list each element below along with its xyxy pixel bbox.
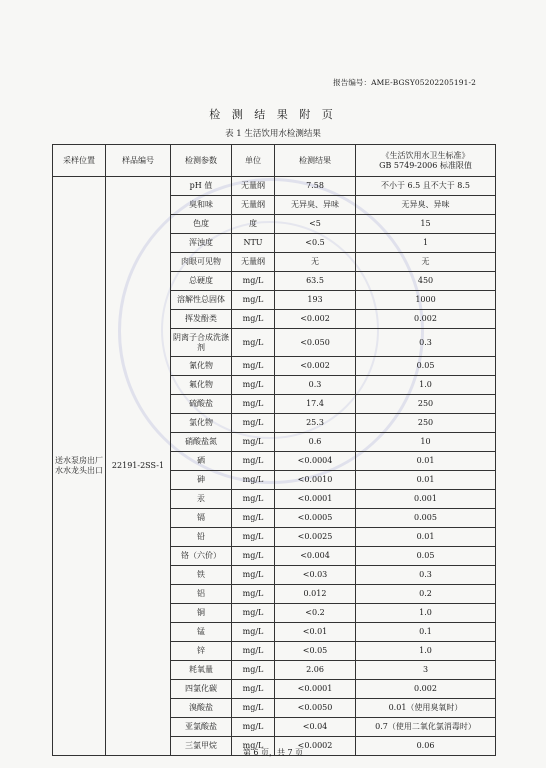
- result-cell: <0.05: [275, 642, 356, 661]
- parameter-cell: 氰化物: [171, 357, 232, 376]
- parameter-cell: 硫酸盐: [171, 395, 232, 414]
- result-cell: <0.04: [275, 718, 356, 737]
- unit-cell: mg/L: [232, 490, 275, 509]
- sampling-location-cell: 送水泵房出厂水水龙头出口: [53, 177, 106, 756]
- limit-cell: 0.06: [356, 737, 496, 756]
- parameter-cell: 总硬度: [171, 272, 232, 291]
- parameter-cell: 色度: [171, 215, 232, 234]
- page-footer: 第 6 页，共 7 页: [242, 748, 304, 757]
- result-cell: <0.01: [275, 623, 356, 642]
- result-cell: <0.0004: [275, 452, 356, 471]
- parameter-cell: 亚氯酸盐: [171, 718, 232, 737]
- parameter-cell: 铁: [171, 566, 232, 585]
- limit-cell: 不小于 6.5 且不大于 8.5: [356, 177, 496, 196]
- unit-cell: NTU: [232, 234, 275, 253]
- result-cell: <0.0002: [275, 737, 356, 756]
- limit-cell: 0.01: [356, 528, 496, 547]
- limit-cell: 10: [356, 433, 496, 452]
- unit-cell: mg/L: [232, 357, 275, 376]
- parameter-cell: 铅: [171, 528, 232, 547]
- result-cell: <0.050: [275, 329, 356, 357]
- parameter-cell: 汞: [171, 490, 232, 509]
- unit-cell: mg/L: [232, 642, 275, 661]
- limit-cell: 450: [356, 272, 496, 291]
- result-cell: 17.4: [275, 395, 356, 414]
- parameter-cell: 四氯化碳: [171, 680, 232, 699]
- result-cell: 2.06: [275, 661, 356, 680]
- parameter-cell: 臭和味: [171, 196, 232, 215]
- result-cell: <0.0010: [275, 471, 356, 490]
- parameter-cell: 氟化物: [171, 376, 232, 395]
- unit-cell: mg/L: [232, 395, 275, 414]
- parameter-cell: 砷: [171, 471, 232, 490]
- unit-cell: mg/L: [232, 680, 275, 699]
- result-cell: <0.0050: [275, 699, 356, 718]
- unit-cell: mg/L: [232, 291, 275, 310]
- limit-cell: 0.01（使用臭氧时）: [356, 699, 496, 718]
- limit-cell: 15: [356, 215, 496, 234]
- limit-cell: 0.05: [356, 357, 496, 376]
- header-standard-code: GB 5749-2006 标准限值: [379, 160, 472, 170]
- limit-cell: 无: [356, 253, 496, 272]
- header-location: 采样位置: [53, 145, 106, 177]
- result-cell: <0.0001: [275, 680, 356, 699]
- unit-cell: mg/L: [232, 471, 275, 490]
- limit-cell: 0.01: [356, 471, 496, 490]
- unit-cell: 无量纲: [232, 196, 275, 215]
- unit-cell: 度: [232, 215, 275, 234]
- result-cell: <0.0025: [275, 528, 356, 547]
- unit-cell: mg/L: [232, 547, 275, 566]
- result-cell: 无异臭、异味: [275, 196, 356, 215]
- unit-cell: mg/L: [232, 585, 275, 604]
- result-cell: <0.2: [275, 604, 356, 623]
- result-cell: <0.002: [275, 310, 356, 329]
- limit-cell: 0.002: [356, 310, 496, 329]
- header-unit: 单位: [232, 145, 275, 177]
- parameter-cell: 氯化物: [171, 414, 232, 433]
- sample-id-cell: 22191-2SS-1: [106, 177, 171, 756]
- limit-cell: 1.0: [356, 376, 496, 395]
- result-cell: <0.0001: [275, 490, 356, 509]
- unit-cell: mg/L: [232, 433, 275, 452]
- limit-cell: 1000: [356, 291, 496, 310]
- parameter-cell: 溴酸盐: [171, 699, 232, 718]
- unit-cell: mg/L: [232, 414, 275, 433]
- header-parameter: 检测参数: [171, 145, 232, 177]
- parameter-cell: 硝酸盐氮: [171, 433, 232, 452]
- unit-cell: mg/L: [232, 452, 275, 471]
- unit-cell: mg/L: [232, 329, 275, 357]
- limit-cell: 1.0: [356, 604, 496, 623]
- limit-cell: 0.05: [356, 547, 496, 566]
- table-row: [53, 177, 496, 196]
- result-cell: 无: [275, 253, 356, 272]
- parameter-cell: pH 值: [171, 177, 232, 196]
- limit-cell: 0.3: [356, 566, 496, 585]
- unit-cell: mg/L: [232, 528, 275, 547]
- unit-cell: 无量纲: [232, 177, 275, 196]
- limit-cell: 1: [356, 234, 496, 253]
- limit-cell: 0.005: [356, 509, 496, 528]
- limit-cell: 3: [356, 661, 496, 680]
- result-cell: <0.004: [275, 547, 356, 566]
- unit-cell: mg/L: [232, 566, 275, 585]
- report-number: 报告编号：AME-BGSY05202205191-2: [333, 78, 476, 87]
- unit-cell: 无量纲: [232, 253, 275, 272]
- unit-cell: mg/L: [232, 699, 275, 718]
- unit-cell: mg/L: [232, 272, 275, 291]
- parameter-cell: 阴离子合成洗涤剂: [171, 329, 232, 357]
- result-cell: <0.002: [275, 357, 356, 376]
- table-title: 表 1 生活饮用水检测结果: [225, 129, 321, 139]
- unit-cell: mg/L: [232, 509, 275, 528]
- table-header-row: [53, 145, 496, 177]
- parameter-cell: 铜: [171, 604, 232, 623]
- limit-cell: 250: [356, 414, 496, 433]
- parameter-cell: 耗氧量: [171, 661, 232, 680]
- parameter-cell: 镉: [171, 509, 232, 528]
- result-cell: <5: [275, 215, 356, 234]
- parameter-cell: 铝: [171, 585, 232, 604]
- result-cell: 0.012: [275, 585, 356, 604]
- unit-cell: mg/L: [232, 718, 275, 737]
- result-cell: 0.3: [275, 376, 356, 395]
- result-cell: 7.58: [275, 177, 356, 196]
- parameter-cell: 溶解性总固体: [171, 291, 232, 310]
- parameter-cell: 锌: [171, 642, 232, 661]
- limit-cell: 250: [356, 395, 496, 414]
- result-cell: 63.5: [275, 272, 356, 291]
- parameter-cell: 锰: [171, 623, 232, 642]
- parameter-cell: 肉眼可见物: [171, 253, 232, 272]
- parameter-cell: 铬（六价）: [171, 547, 232, 566]
- header-result: 检测结果: [275, 145, 356, 177]
- parameter-cell: 三氯甲烷: [171, 737, 232, 756]
- header-standard-title: 《生活饮用水卫生标准》: [381, 150, 470, 160]
- limit-cell: 0.2: [356, 585, 496, 604]
- result-cell: <0.0005: [275, 509, 356, 528]
- limit-cell: 0.001: [356, 490, 496, 509]
- result-cell: <0.5: [275, 234, 356, 253]
- table-body: [53, 177, 496, 756]
- result-cell: 193: [275, 291, 356, 310]
- unit-cell: mg/L: [232, 737, 275, 756]
- unit-cell: mg/L: [232, 310, 275, 329]
- limit-cell: 0.3: [356, 329, 496, 357]
- limit-cell: 1.0: [356, 642, 496, 661]
- unit-cell: mg/L: [232, 376, 275, 395]
- limit-cell: 0.1: [356, 623, 496, 642]
- unit-cell: mg/L: [232, 623, 275, 642]
- parameter-cell: 挥发酚类: [171, 310, 232, 329]
- header-sample-id: 样品编号: [106, 145, 171, 177]
- limit-cell: 0.002: [356, 680, 496, 699]
- page-heading: 检 测 结 果 附 页: [209, 108, 337, 121]
- parameter-cell: 硒: [171, 452, 232, 471]
- result-cell: 0.6: [275, 433, 356, 452]
- unit-cell: mg/L: [232, 661, 275, 680]
- result-cell: 25.3: [275, 414, 356, 433]
- limit-cell: 无异臭、异味: [356, 196, 496, 215]
- header-standard-limit: [356, 145, 496, 177]
- limit-cell: 0.01: [356, 452, 496, 471]
- limit-cell: 0.7（使用二氧化氯消毒时）: [356, 718, 496, 737]
- results-table: [52, 144, 496, 756]
- unit-cell: mg/L: [232, 604, 275, 623]
- result-cell: <0.03: [275, 566, 356, 585]
- parameter-cell: 浑浊度: [171, 234, 232, 253]
